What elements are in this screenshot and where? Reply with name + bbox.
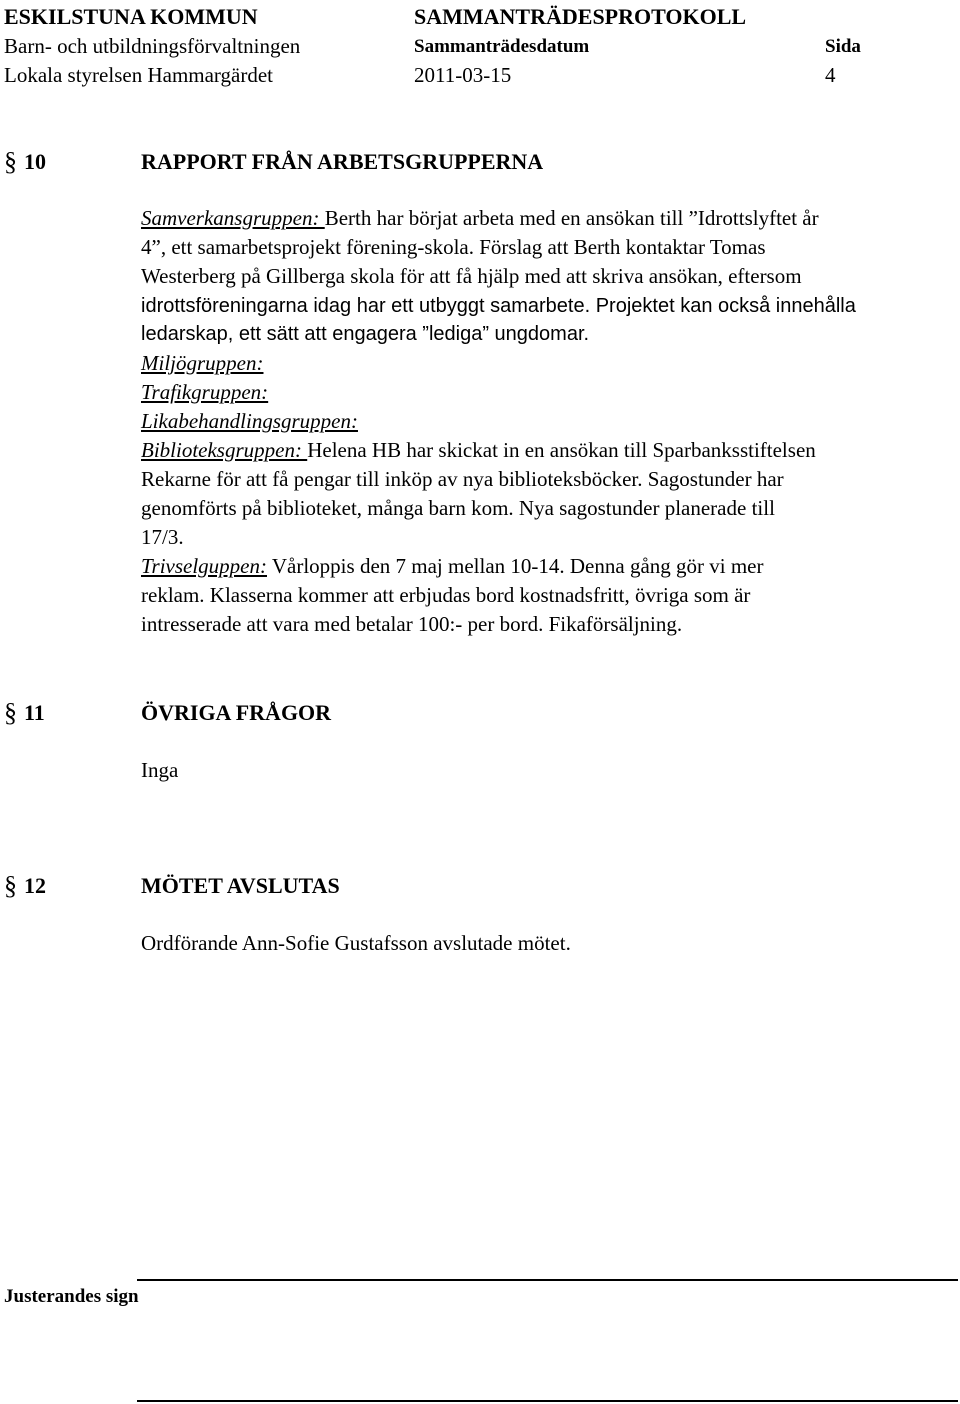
section-number: 11 [24, 700, 45, 725]
section-title: MÖTET AVSLUTAS [141, 873, 340, 898]
samverkan-label: Samverkansgruppen: [141, 206, 325, 230]
date-label: Sammanträdesdatum [414, 36, 590, 57]
trafik-label: Trafikgruppen: [141, 380, 269, 404]
trivsel-line-2: reklam. Klasserna kommer att erbjudas bord kostnadsfritt, övriga som är [141, 583, 751, 607]
board-name: Lokala styrelsen Hammargärdet [4, 63, 274, 87]
trivsel-label: Trivselguppen: [141, 554, 267, 578]
bibliotek-line-1 [141, 436, 956, 465]
samverkan-text-1: Berth har börjat arbeta med en ansökan till ”Idrottslyftet år [324, 206, 819, 230]
samverkan-text-2b: Förslag att Berth kontaktar Tomas [479, 235, 766, 259]
meeting-date: 2011-03-15 [414, 63, 512, 87]
samverkan-line-4 [141, 291, 956, 320]
section-body: Inga [141, 758, 179, 782]
bibliotek-text-1: Helena HB har skickat in en ansökan till Sparbanksstiftelsen [307, 438, 816, 462]
signature-line-top [137, 1279, 958, 1281]
bibliotek-line-3: genomförts på biblioteket, många barn kom. Nya sagostunder planerade till [141, 496, 775, 520]
samverkan-line-5: ledarskap, ett sätt att engagera ”lediga” ungdomar. [141, 323, 590, 345]
trivsel-line-3: intresserade att vara med betalar 100:- per bord. Fikaförsäljning. [141, 612, 683, 636]
department-name: Barn- och utbildningsförvaltningen [4, 34, 301, 58]
page-number: 4 [825, 63, 836, 87]
section-title: ÖVRIGA FRÅGOR [141, 700, 332, 725]
samverkan-text-4b: Projektet kan också innehålla [595, 295, 856, 317]
org-name: ESKILSTUNA KOMMUN [4, 4, 258, 29]
samverkan-line-2 [141, 233, 956, 262]
section-symbol: § [4, 147, 17, 176]
document-type: SAMMANTRÄDESPROTOKOLL [414, 4, 747, 29]
section-10-body [141, 204, 956, 639]
bibliotek-label: Biblioteksgruppen: [141, 438, 308, 462]
trivsel-text-1: Vårloppis den 7 maj mellan 10-14. Denna gång gör vi mer [267, 554, 764, 578]
samverkan-text-2a: 4”, ett samarbetsprojekt förening-skola. [141, 235, 480, 259]
section-symbol: § [4, 871, 17, 900]
signature-label: Justerandes sign [4, 1286, 139, 1307]
section-symbol: § [4, 698, 17, 727]
samverkan-line-1 [141, 204, 956, 233]
bibliotek-text-2a: Rekarne för att få pengar till inköp av nya biblioteksböcker. [141, 467, 648, 491]
signature-line-bottom [137, 1400, 958, 1402]
section-title: RAPPORT FRÅN ARBETSGRUPPERNA [141, 149, 544, 174]
likabehandling-label: Likabehandlingsgruppen: [141, 409, 358, 433]
section-number: 12 [24, 873, 46, 898]
bibliotek-line-4: 17/3. [141, 525, 184, 549]
section-body: Ordförande Ann-Sofie Gustafsson avslutade mötet. [141, 931, 571, 955]
bibliotek-line-2 [141, 465, 956, 494]
bibliotek-text-2b: Sagostunder har [647, 467, 784, 491]
page-label: Sida [825, 36, 861, 57]
section-number: 10 [24, 149, 46, 174]
miljo-label: Miljögruppen: [141, 351, 264, 375]
samverkan-line-3: Westerberg på Gillberga skola för att få hjälp med att skriva ansökan, eftersom [141, 264, 802, 288]
samverkan-text-4a: idrottsföreningarna idag har ett utbyggt samarbete. [141, 295, 596, 317]
trivsel-line-1 [141, 552, 956, 581]
